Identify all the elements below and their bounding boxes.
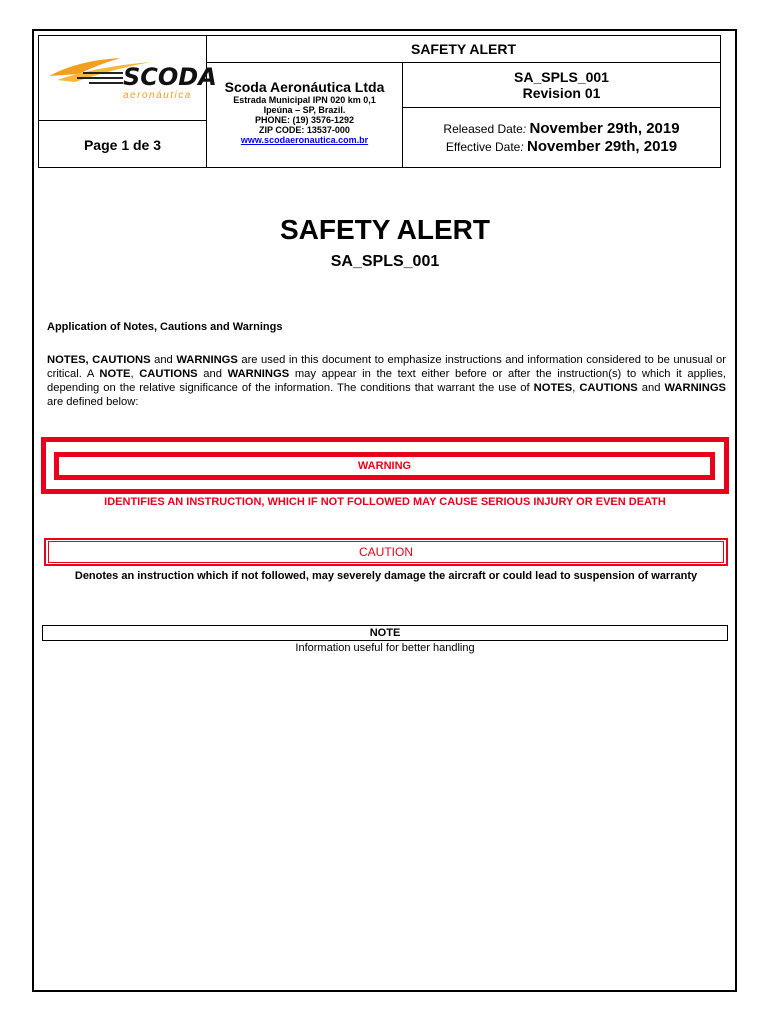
paragraph-fragment: and	[197, 368, 228, 380]
note-text: Information useful for better handling	[295, 642, 475, 654]
paragraph-fragment: NOTE	[99, 368, 131, 380]
paragraph-fragment: WARNINGS	[176, 354, 238, 366]
document-subtitle: SA_SPLS_001	[330, 253, 440, 270]
company-phone: PHONE: (19) 3576-1292	[254, 115, 355, 125]
logo-wordmark: SCODA	[123, 63, 217, 91]
logo-cell	[39, 36, 217, 121]
effective-date: November 29th, 2019	[527, 138, 678, 155]
released-date-line: Released Date: November 29th, 2019	[443, 120, 680, 137]
dates-cell	[403, 108, 720, 168]
warning-text: IDENTIFIES AN INSTRUCTION, WHICH IF NOT FOLLOWED MAY CAUSE SERIOUS INJURY OR EVEN DEATH	[104, 496, 666, 508]
paragraph-fragment: WARNINGS	[227, 368, 290, 380]
paragraph-fragment: are used in this document to emphasize instructions and information considered to be unusual or critical. A	[47, 354, 726, 380]
company-address-2: Ipeúna – SP, Brazil.	[263, 105, 346, 115]
company-name: Scoda Aeronáutica Ltda	[224, 79, 385, 95]
page-number: Page 1 de 3	[39, 121, 207, 168]
paragraph-fragment: WARNINGS	[664, 382, 726, 394]
company-zip: ZIP CODE: 13537-000	[259, 125, 350, 135]
company-website-link[interactable]: www.scodaeronautica.com.br	[240, 135, 369, 145]
paragraph-fragment: and	[150, 354, 177, 366]
intro-paragraph	[47, 353, 726, 409]
doc-revision: Revision 01	[522, 85, 601, 101]
section-heading: Application of Notes, Cautions and Warnings	[47, 321, 283, 333]
note-label: NOTE	[42, 625, 728, 641]
released-date: November 29th, 2019	[529, 120, 680, 137]
scoda-logo	[39, 36, 217, 120]
caution-text: Denotes an instruction which if not followed, may severely damage the aircraft or could lead to suspension of warranty	[74, 570, 698, 582]
logo-tagline: aeronáutica	[123, 90, 192, 101]
doc-id: SA_SPLS_001	[514, 69, 609, 85]
warning-label: WARNING	[54, 452, 715, 480]
paragraph-fragment: ,	[130, 368, 140, 380]
paragraph-fragment: NOTES	[533, 382, 573, 394]
paragraph-fragment: ,	[572, 382, 580, 394]
paragraph-fragment: may appear in the text either before or after the instruction(s) to which it applies, depending on the relative significance of the information. The conditions that warrant the use of	[47, 368, 726, 394]
company-info	[207, 63, 403, 168]
released-label: Released Date	[443, 122, 523, 136]
effective-label: Effective Date	[445, 140, 521, 154]
header-title: SAFETY ALERT	[207, 36, 720, 63]
paragraph-fragment: and	[637, 382, 665, 394]
document-title: SAFETY ALERT	[279, 214, 490, 245]
paragraph-fragment: are defined below:	[47, 396, 139, 408]
caution-label: CAUTION	[48, 541, 724, 563]
document-header	[38, 35, 721, 168]
paragraph-fragment: NOTES, CAUTIONS	[47, 354, 151, 366]
company-address-1: Estrada Municipal IPN 020 km 0,1	[233, 95, 376, 105]
page-frame	[32, 29, 737, 992]
effective-date-line: Effective Date: November 29th, 2019	[445, 138, 678, 155]
doc-id-cell	[403, 63, 720, 108]
paragraph-fragment: CAUTIONS	[579, 382, 638, 394]
paragraph-fragment: CAUTIONS	[139, 368, 198, 380]
